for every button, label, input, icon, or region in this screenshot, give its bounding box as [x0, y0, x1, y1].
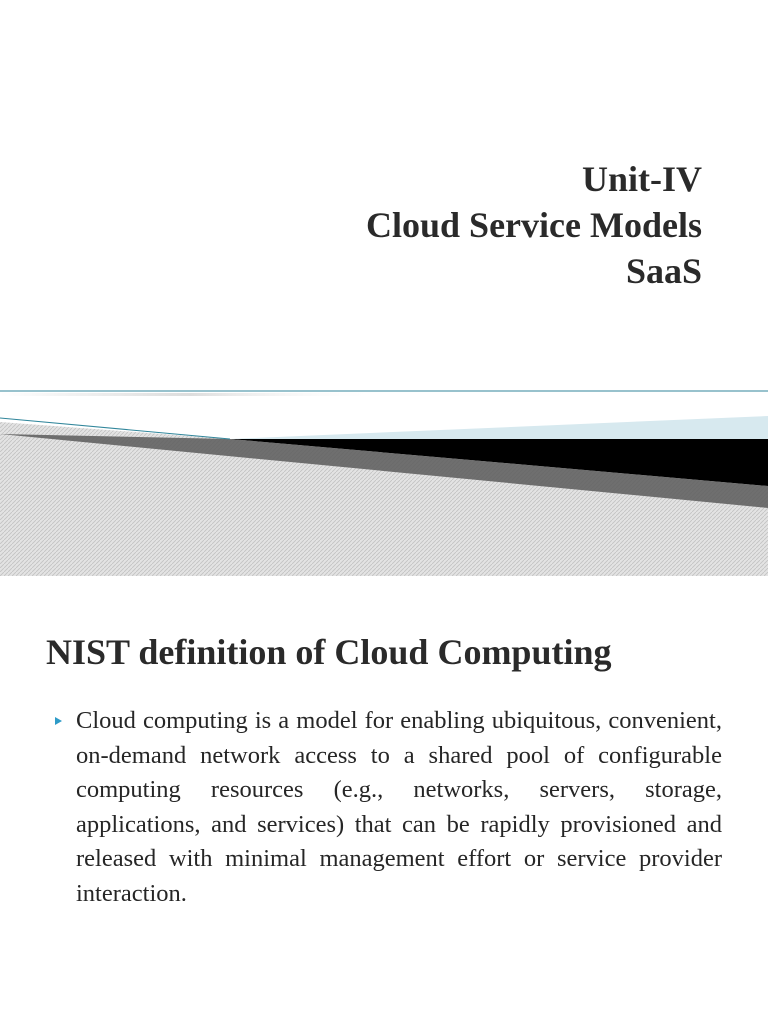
content-slide — [0, 576, 768, 1024]
title-line-unit: Unit-IV — [581, 159, 702, 199]
triangle-right-icon — [55, 717, 62, 725]
bullet-text: Cloud computing is a model for enabling ubiquitous, convenient, on-demand network access to a shared pool of configurable computing resources (e.g., networks, servers, storage, applications, and services) that can be rapidly provisioned and released with minimal management effort or service provider interaction. — [76, 707, 722, 907]
slide-title — [366, 156, 702, 294]
title-line-topic: Cloud Service Models — [366, 205, 702, 245]
title-line-subtopic: SaaS — [625, 251, 702, 291]
section-heading: NIST definition of Cloud Computing — [46, 632, 612, 672]
bullet-item — [52, 704, 722, 911]
bullet-list — [52, 704, 722, 911]
decorative-wave-band — [0, 384, 768, 576]
